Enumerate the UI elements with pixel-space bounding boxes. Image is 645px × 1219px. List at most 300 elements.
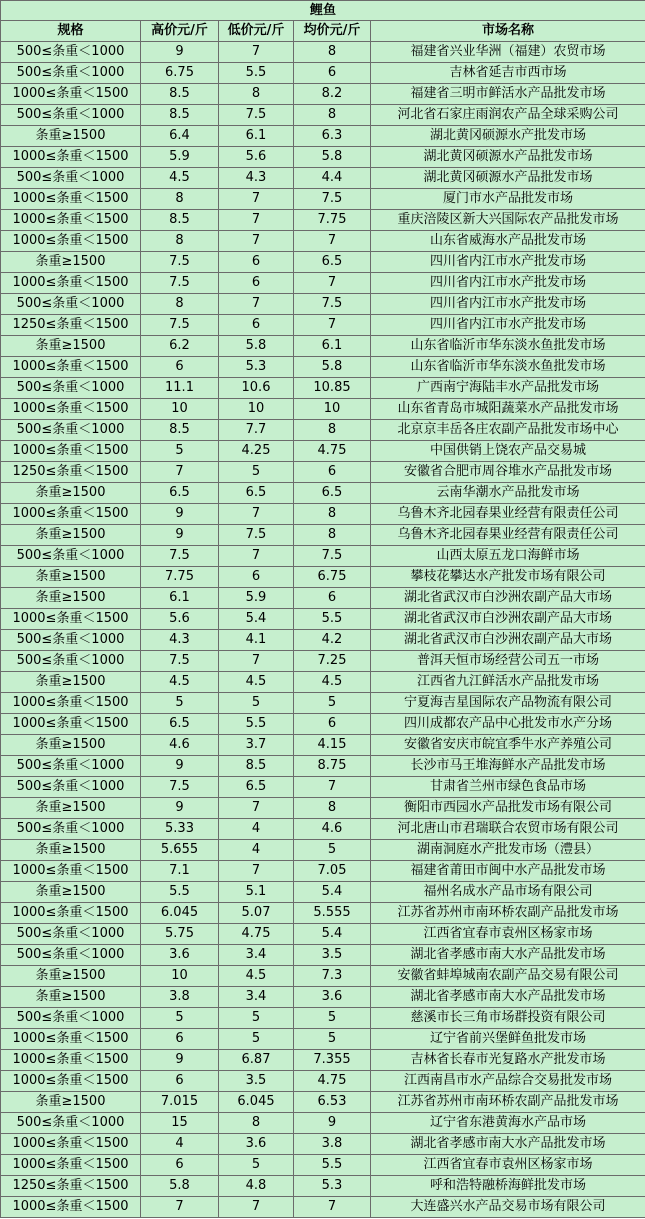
- table-row: [1, 294, 645, 315]
- cell-low-price: 6.5: [219, 483, 294, 504]
- cell-high-price: 9: [141, 756, 219, 777]
- cell-avg-price: 5.4: [294, 924, 371, 945]
- cell-spec: 500≤条重＜1000: [1, 924, 141, 945]
- cell-avg-price: 5.5: [294, 609, 371, 630]
- table-row: [1, 1197, 645, 1218]
- cell-market-name: 甘肃省兰州市绿色食品市场: [371, 777, 645, 798]
- table-row: [1, 147, 645, 168]
- cell-avg-price: 8: [294, 420, 371, 441]
- cell-spec: 500≤条重＜1000: [1, 105, 141, 126]
- cell-market-name: 乌鲁木齐北园春果业经营有限责任公司: [371, 504, 645, 525]
- table-row: [1, 189, 645, 210]
- cell-avg-price: 7: [294, 315, 371, 336]
- cell-market-name: 吉林省长春市光复路水产批发市场: [371, 1050, 645, 1071]
- cell-market-name: 安徽省安庆市皖宜季牛水产养殖公司: [371, 735, 645, 756]
- cell-avg-price: 6: [294, 588, 371, 609]
- cell-market-name: 山东省青岛市城阳蔬菜水产品批发市场: [371, 399, 645, 420]
- table-row: [1, 420, 645, 441]
- cell-market-name: 宁夏海吉星国际农产品物流有限公司: [371, 693, 645, 714]
- table-row: [1, 210, 645, 231]
- cell-spec: 1000≤条重＜1500: [1, 273, 141, 294]
- cell-market-name: 乌鲁木齐北园春果业经营有限责任公司: [371, 525, 645, 546]
- cell-high-price: 3.6: [141, 945, 219, 966]
- table-row: [1, 945, 645, 966]
- cell-market-name: 湖北黄冈硕源水产批发市场: [371, 126, 645, 147]
- cell-low-price: 3.4: [219, 987, 294, 1008]
- table-row: [1, 504, 645, 525]
- cell-high-price: 7.5: [141, 252, 219, 273]
- cell-avg-price: 9: [294, 1113, 371, 1134]
- cell-market-name: 山东省临沂市华东淡水鱼批发市场: [371, 357, 645, 378]
- cell-low-price: 5.07: [219, 903, 294, 924]
- cell-avg-price: 7.5: [294, 546, 371, 567]
- cell-market-name: 中国供销上饶农产品交易城: [371, 441, 645, 462]
- cell-market-name: 河北省石家庄雨润农产品全球采购公司: [371, 105, 645, 126]
- cell-market-name: 江西南昌市水产品综合交易批发市场: [371, 1071, 645, 1092]
- cell-high-price: 8.5: [141, 105, 219, 126]
- cell-spec: 1250≤条重＜1500: [1, 315, 141, 336]
- cell-low-price: 4.1: [219, 630, 294, 651]
- table-row: [1, 336, 645, 357]
- table-row: [1, 840, 645, 861]
- table-row: [1, 315, 645, 336]
- cell-high-price: 6.5: [141, 483, 219, 504]
- cell-low-price: 7: [219, 504, 294, 525]
- cell-avg-price: 10: [294, 399, 371, 420]
- cell-low-price: 5.6: [219, 147, 294, 168]
- cell-market-name: 江西省宜春市袁州区杨家市场: [371, 924, 645, 945]
- header-row: [1, 21, 645, 42]
- cell-high-price: 7.5: [141, 315, 219, 336]
- cell-low-price: 7: [219, 1197, 294, 1218]
- cell-low-price: 3.7: [219, 735, 294, 756]
- cell-avg-price: 8.75: [294, 756, 371, 777]
- cell-high-price: 11.1: [141, 378, 219, 399]
- cell-spec: 500≤条重＜1000: [1, 378, 141, 399]
- table-row: [1, 483, 645, 504]
- header-high-price: 高价元/斤: [141, 21, 219, 42]
- cell-avg-price: 8: [294, 798, 371, 819]
- cell-high-price: 6: [141, 1029, 219, 1050]
- cell-high-price: 5.75: [141, 924, 219, 945]
- cell-spec: 1000≤条重＜1500: [1, 1155, 141, 1176]
- cell-high-price: 5.6: [141, 609, 219, 630]
- cell-high-price: 7.015: [141, 1092, 219, 1113]
- cell-low-price: 5.5: [219, 714, 294, 735]
- cell-market-name: 四川省内江市水产批发市场: [371, 273, 645, 294]
- cell-spec: 1000≤条重＜1500: [1, 441, 141, 462]
- cell-spec: 条重≥1500: [1, 735, 141, 756]
- cell-spec: 条重≥1500: [1, 798, 141, 819]
- cell-low-price: 3.4: [219, 945, 294, 966]
- cell-high-price: 6: [141, 357, 219, 378]
- table-row: [1, 798, 645, 819]
- cell-high-price: 4: [141, 1134, 219, 1155]
- cell-spec: 500≤条重＜1000: [1, 630, 141, 651]
- cell-high-price: 9: [141, 1050, 219, 1071]
- cell-low-price: 6.5: [219, 777, 294, 798]
- cell-avg-price: 4.15: [294, 735, 371, 756]
- cell-low-price: 4.3: [219, 168, 294, 189]
- cell-low-price: 5.5: [219, 63, 294, 84]
- cell-spec: 500≤条重＜1000: [1, 756, 141, 777]
- cell-spec: 条重≥1500: [1, 672, 141, 693]
- cell-market-name: 湖北黄冈硕源水产品批发市场: [371, 168, 645, 189]
- cell-spec: 500≤条重＜1000: [1, 63, 141, 84]
- cell-high-price: 8: [141, 189, 219, 210]
- cell-market-name: 湖北省孝感市南大水产品批发市场: [371, 1134, 645, 1155]
- cell-low-price: 6: [219, 315, 294, 336]
- cell-avg-price: 7.355: [294, 1050, 371, 1071]
- cell-market-name: 江苏省苏州市南环桥农副产品批发市场: [371, 1092, 645, 1113]
- cell-spec: 500≤条重＜1000: [1, 1008, 141, 1029]
- cell-market-name: 安徽省合肥市周谷堆水产品批发市场: [371, 462, 645, 483]
- table-row: [1, 672, 645, 693]
- cell-market-name: 福建省兴业华洲（福建）农贸市场: [371, 42, 645, 63]
- cell-high-price: 3.8: [141, 987, 219, 1008]
- cell-avg-price: 5.8: [294, 357, 371, 378]
- table-row: [1, 1134, 645, 1155]
- cell-high-price: 10: [141, 399, 219, 420]
- table-row: [1, 756, 645, 777]
- cell-avg-price: 5.3: [294, 1176, 371, 1197]
- cell-high-price: 4.5: [141, 168, 219, 189]
- cell-market-name: 重庆涪陵区新大兴国际农产品批发市场: [371, 210, 645, 231]
- cell-market-name: 江苏省苏州市南环桥农副产品批发市场: [371, 903, 645, 924]
- cell-low-price: 5: [219, 462, 294, 483]
- cell-spec: 1000≤条重＜1500: [1, 1050, 141, 1071]
- cell-high-price: 5.655: [141, 840, 219, 861]
- cell-avg-price: 8: [294, 105, 371, 126]
- cell-low-price: 7: [219, 231, 294, 252]
- cell-high-price: 4.3: [141, 630, 219, 651]
- cell-low-price: 5.9: [219, 588, 294, 609]
- table-row: [1, 1029, 645, 1050]
- table-row: [1, 588, 645, 609]
- cell-avg-price: 6.1: [294, 336, 371, 357]
- cell-market-name: 湖北省武汉市白沙洲农副产品大市场: [371, 588, 645, 609]
- cell-market-name: 湖北省孝感市南大水产品批发市场: [371, 987, 645, 1008]
- cell-spec: 条重≥1500: [1, 126, 141, 147]
- table-row: [1, 714, 645, 735]
- table-row: [1, 1071, 645, 1092]
- cell-market-name: 安徽省蚌埠城南农副产品交易有限公司: [371, 966, 645, 987]
- cell-spec: 条重≥1500: [1, 1092, 141, 1113]
- cell-low-price: 8: [219, 84, 294, 105]
- cell-market-name: 长沙市马王堆海鲜水产品批发市场: [371, 756, 645, 777]
- cell-high-price: 5: [141, 693, 219, 714]
- cell-market-name: 湖北省武汉市白沙洲农副产品大市场: [371, 630, 645, 651]
- cell-market-name: 辽宁省东港黄海水产品市场: [371, 1113, 645, 1134]
- cell-spec: 1000≤条重＜1500: [1, 189, 141, 210]
- cell-high-price: 6.75: [141, 63, 219, 84]
- cell-high-price: 4.5: [141, 672, 219, 693]
- cell-avg-price: 7.5: [294, 189, 371, 210]
- cell-high-price: 9: [141, 42, 219, 63]
- cell-market-name: 大连盛兴水产品交易市场有限公司: [371, 1197, 645, 1218]
- cell-avg-price: 5: [294, 693, 371, 714]
- cell-avg-price: 7.25: [294, 651, 371, 672]
- cell-avg-price: 8: [294, 525, 371, 546]
- cell-high-price: 10: [141, 966, 219, 987]
- table-row: [1, 1176, 645, 1197]
- cell-high-price: 7.1: [141, 861, 219, 882]
- cell-low-price: 3.5: [219, 1071, 294, 1092]
- table-row: [1, 168, 645, 189]
- cell-high-price: 7.75: [141, 567, 219, 588]
- cell-low-price: 8: [219, 1113, 294, 1134]
- cell-high-price: 5.8: [141, 1176, 219, 1197]
- cell-avg-price: 6.53: [294, 1092, 371, 1113]
- cell-market-name: 山东省威海水产品批发市场: [371, 231, 645, 252]
- cell-high-price: 6.4: [141, 126, 219, 147]
- cell-spec: 条重≥1500: [1, 336, 141, 357]
- cell-high-price: 5: [141, 1008, 219, 1029]
- cell-high-price: 6.2: [141, 336, 219, 357]
- cell-high-price: 8.5: [141, 84, 219, 105]
- cell-high-price: 6: [141, 1155, 219, 1176]
- table-row: [1, 777, 645, 798]
- cell-low-price: 7: [219, 42, 294, 63]
- cell-high-price: 15: [141, 1113, 219, 1134]
- cell-spec: 1000≤条重＜1500: [1, 693, 141, 714]
- cell-low-price: 8.5: [219, 756, 294, 777]
- cell-spec: 1250≤条重＜1500: [1, 462, 141, 483]
- cell-low-price: 5: [219, 1155, 294, 1176]
- cell-market-name: 四川省内江市水产批发市场: [371, 294, 645, 315]
- cell-spec: 条重≥1500: [1, 882, 141, 903]
- cell-spec: 条重≥1500: [1, 588, 141, 609]
- cell-low-price: 7: [219, 210, 294, 231]
- cell-avg-price: 5: [294, 840, 371, 861]
- table-row: [1, 399, 645, 420]
- cell-market-name: 湖北省孝感市南大水产品批发市场: [371, 945, 645, 966]
- cell-spec: 1000≤条重＜1500: [1, 84, 141, 105]
- table-row: [1, 1113, 645, 1134]
- table-row: [1, 525, 645, 546]
- cell-low-price: 5: [219, 1008, 294, 1029]
- cell-market-name: 山东省临沂市华东淡水鱼批发市场: [371, 336, 645, 357]
- table-row: [1, 567, 645, 588]
- cell-avg-price: 7: [294, 273, 371, 294]
- cell-low-price: 6.87: [219, 1050, 294, 1071]
- cell-spec: 条重≥1500: [1, 525, 141, 546]
- table-row: [1, 378, 645, 399]
- cell-avg-price: 4.2: [294, 630, 371, 651]
- cell-market-name: 福州名成水产品市场有限公司: [371, 882, 645, 903]
- table-row: [1, 105, 645, 126]
- header-low-price: 低价元/斤: [219, 21, 294, 42]
- cell-spec: 1000≤条重＜1500: [1, 1197, 141, 1218]
- table-row: [1, 630, 645, 651]
- cell-spec: 1000≤条重＜1500: [1, 357, 141, 378]
- table-row: [1, 651, 645, 672]
- cell-market-name: 河北唐山市君瑞联合农贸市场有限公司: [371, 819, 645, 840]
- cell-low-price: 5: [219, 693, 294, 714]
- table-row: [1, 1092, 645, 1113]
- cell-avg-price: 7.5: [294, 294, 371, 315]
- cell-low-price: 4.8: [219, 1176, 294, 1197]
- cell-market-name: 四川成都农产品中心批发市水产分场: [371, 714, 645, 735]
- cell-high-price: 9: [141, 504, 219, 525]
- table-row: [1, 546, 645, 567]
- cell-avg-price: 5: [294, 1008, 371, 1029]
- cell-market-name: 山西太原五龙口海鲜市场: [371, 546, 645, 567]
- header-market-name: 市场名称: [371, 21, 645, 42]
- cell-avg-price: 8: [294, 504, 371, 525]
- cell-avg-price: 6.75: [294, 567, 371, 588]
- cell-avg-price: 4.6: [294, 819, 371, 840]
- cell-spec: 1000≤条重＜1500: [1, 1134, 141, 1155]
- cell-low-price: 4.25: [219, 441, 294, 462]
- cell-low-price: 6.045: [219, 1092, 294, 1113]
- cell-low-price: 6: [219, 273, 294, 294]
- table-row: [1, 273, 645, 294]
- cell-spec: 1000≤条重＜1500: [1, 903, 141, 924]
- cell-high-price: 7: [141, 1197, 219, 1218]
- cell-market-name: 福建省三明市鲜活水产品批发市场: [371, 84, 645, 105]
- cell-high-price: 9: [141, 798, 219, 819]
- cell-market-name: 普洱天恒市场经营公司五一市场: [371, 651, 645, 672]
- cell-spec: 1000≤条重＜1500: [1, 231, 141, 252]
- header-spec: 规格: [1, 21, 141, 42]
- cell-high-price: 6.5: [141, 714, 219, 735]
- cell-market-name: 厦门市水产品批发市场: [371, 189, 645, 210]
- cell-avg-price: 6.5: [294, 483, 371, 504]
- cell-market-name: 江西省九江鲜活水产品批发市场: [371, 672, 645, 693]
- cell-spec: 500≤条重＜1000: [1, 168, 141, 189]
- cell-low-price: 6.1: [219, 126, 294, 147]
- cell-spec: 500≤条重＜1000: [1, 819, 141, 840]
- cell-high-price: 7.5: [141, 273, 219, 294]
- cell-avg-price: 6.5: [294, 252, 371, 273]
- cell-spec: 500≤条重＜1000: [1, 546, 141, 567]
- cell-spec: 1000≤条重＜1500: [1, 714, 141, 735]
- cell-market-name: 江西省宜春市袁州区杨家市场: [371, 1155, 645, 1176]
- cell-high-price: 8.5: [141, 210, 219, 231]
- cell-spec: 500≤条重＜1000: [1, 777, 141, 798]
- cell-spec: 500≤条重＜1000: [1, 420, 141, 441]
- table-row: [1, 861, 645, 882]
- cell-avg-price: 7.3: [294, 966, 371, 987]
- cell-avg-price: 3.5: [294, 945, 371, 966]
- cell-spec: 条重≥1500: [1, 483, 141, 504]
- cell-market-name: 广西南宁海陆丰水产品批发市场: [371, 378, 645, 399]
- cell-spec: 1000≤条重＜1500: [1, 504, 141, 525]
- cell-avg-price: 3.6: [294, 987, 371, 1008]
- cell-market-name: 慈溪市长三角市场群投资有限公司: [371, 1008, 645, 1029]
- cell-spec: 1000≤条重＜1500: [1, 399, 141, 420]
- table-row: [1, 252, 645, 273]
- cell-low-price: 10.6: [219, 378, 294, 399]
- table-row: [1, 42, 645, 63]
- cell-spec: 条重≥1500: [1, 840, 141, 861]
- cell-low-price: 7: [219, 651, 294, 672]
- cell-high-price: 4.6: [141, 735, 219, 756]
- cell-high-price: 6.1: [141, 588, 219, 609]
- cell-spec: 1000≤条重＜1500: [1, 1071, 141, 1092]
- cell-avg-price: 5.5: [294, 1155, 371, 1176]
- table-row: [1, 231, 645, 252]
- table-title: 鲤鱼: [1, 1, 645, 21]
- cell-low-price: 7: [219, 861, 294, 882]
- cell-avg-price: 7: [294, 1197, 371, 1218]
- cell-high-price: 5.9: [141, 147, 219, 168]
- cell-low-price: 5.4: [219, 609, 294, 630]
- cell-spec: 条重≥1500: [1, 252, 141, 273]
- cell-avg-price: 6.3: [294, 126, 371, 147]
- cell-spec: 1000≤条重＜1500: [1, 861, 141, 882]
- table-row: [1, 903, 645, 924]
- cell-spec: 条重≥1500: [1, 966, 141, 987]
- cell-high-price: 8: [141, 231, 219, 252]
- cell-low-price: 6: [219, 567, 294, 588]
- cell-low-price: 5: [219, 1029, 294, 1050]
- cell-high-price: 5.33: [141, 819, 219, 840]
- table-row: [1, 966, 645, 987]
- cell-avg-price: 8: [294, 42, 371, 63]
- cell-avg-price: 7.75: [294, 210, 371, 231]
- cell-low-price: 4.75: [219, 924, 294, 945]
- cell-avg-price: 5: [294, 1029, 371, 1050]
- title-row: [1, 1, 645, 21]
- cell-avg-price: 8.2: [294, 84, 371, 105]
- cell-low-price: 7.7: [219, 420, 294, 441]
- cell-spec: 1000≤条重＜1500: [1, 147, 141, 168]
- table-row: [1, 882, 645, 903]
- cell-market-name: 四川省内江市水产批发市场: [371, 315, 645, 336]
- cell-spec: 1000≤条重＜1500: [1, 1029, 141, 1050]
- cell-high-price: 7.5: [141, 777, 219, 798]
- cell-avg-price: 4.4: [294, 168, 371, 189]
- cell-market-name: 福建省莆田市闽中水产品批发市场: [371, 861, 645, 882]
- table-row: [1, 84, 645, 105]
- cell-low-price: 5.1: [219, 882, 294, 903]
- cell-high-price: 6: [141, 1071, 219, 1092]
- cell-low-price: 5.8: [219, 336, 294, 357]
- cell-avg-price: 7: [294, 777, 371, 798]
- cell-spec: 条重≥1500: [1, 987, 141, 1008]
- table-body: [1, 42, 645, 1218]
- cell-low-price: 4: [219, 819, 294, 840]
- table-row: [1, 357, 645, 378]
- cell-low-price: 7: [219, 294, 294, 315]
- cell-market-name: 吉林省延吉市西市场: [371, 63, 645, 84]
- cell-market-name: 湖北黄冈硕源水产品批发市场: [371, 147, 645, 168]
- cell-avg-price: 5.8: [294, 147, 371, 168]
- table-row: [1, 63, 645, 84]
- cell-high-price: 7.5: [141, 651, 219, 672]
- cell-avg-price: 5.4: [294, 882, 371, 903]
- table-row: [1, 441, 645, 462]
- table-row: [1, 1155, 645, 1176]
- table-row: [1, 693, 645, 714]
- cell-avg-price: 4.75: [294, 441, 371, 462]
- cell-spec: 500≤条重＜1000: [1, 294, 141, 315]
- cell-low-price: 7.5: [219, 105, 294, 126]
- cell-avg-price: 6: [294, 714, 371, 735]
- cell-market-name: 湖北省武汉市白沙洲农副产品大市场: [371, 609, 645, 630]
- cell-spec: 500≤条重＜1000: [1, 1113, 141, 1134]
- cell-market-name: 云南华潮水产品批发市场: [371, 483, 645, 504]
- cell-avg-price: 7: [294, 231, 371, 252]
- cell-avg-price: 3.8: [294, 1134, 371, 1155]
- cell-spec: 500≤条重＜1000: [1, 945, 141, 966]
- cell-spec: 1000≤条重＜1500: [1, 609, 141, 630]
- table-row: [1, 1008, 645, 1029]
- cell-low-price: 6: [219, 252, 294, 273]
- table-row: [1, 126, 645, 147]
